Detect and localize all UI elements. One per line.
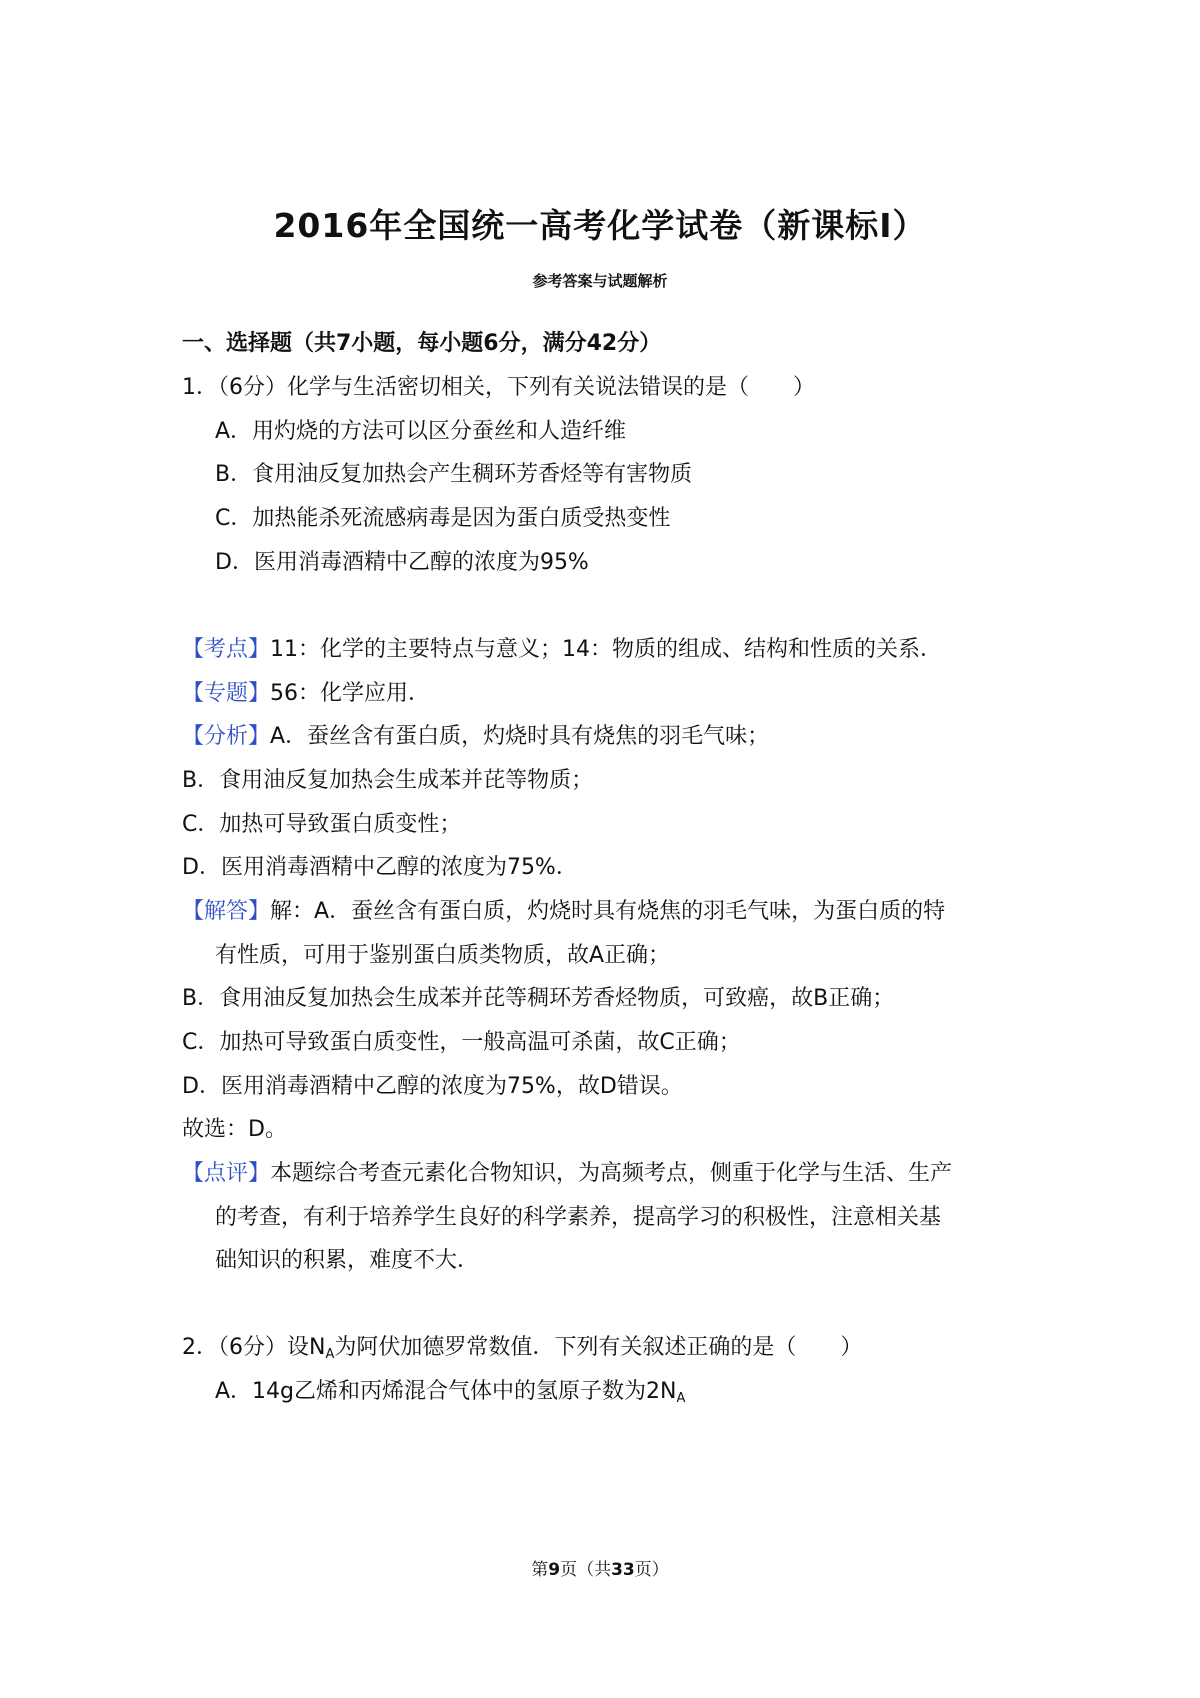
question-2-option-a-subscript: A xyxy=(676,1391,686,1406)
dianping-text-3: 础知识的积累，难度不大． xyxy=(215,1248,480,1273)
jieda-text-1: 解：A．蚕丝含有蛋白质，灼烧时具有烧焦的羽毛气味，为蛋白质的特 xyxy=(270,899,946,924)
dianping-line xyxy=(182,1159,952,1189)
section-heading: 一、选择题（共7小题，每小题6分，满分42分） xyxy=(182,331,662,356)
question-2-option-a-text: A．14g乙烯和丙烯混合气体中的氢原子数为2N xyxy=(215,1379,677,1404)
jieda-text-4: C．加热可导致蛋白质变性，一般高温可杀菌，故C正确； xyxy=(182,1030,741,1055)
jieda-text-5: D．医用消毒酒精中乙醇的浓度为75%，故D错误。 xyxy=(182,1074,683,1099)
question-2-stem-subscript: A xyxy=(325,1347,335,1362)
kaodian-text: 11：化学的主要特点与意义；14：物质的组成、结构和性质的关系． xyxy=(270,637,943,662)
zhuanti-tag: 【专题】 xyxy=(182,681,271,706)
zhuanti-line xyxy=(182,679,430,709)
footer-middle: 页（共 xyxy=(560,1560,612,1580)
footer-total-pages: 33 xyxy=(611,1560,635,1580)
question-2-stem xyxy=(182,1333,862,1370)
page-footer xyxy=(0,1555,1200,1580)
page-subtitle: 参考答案与试题解析 xyxy=(532,272,668,290)
footer-prefix: 第 xyxy=(531,1560,549,1580)
kaodian-line xyxy=(182,635,942,665)
fenxi-line xyxy=(182,722,769,752)
footer-suffix: 页） xyxy=(634,1560,669,1580)
dianping-text-1: 本题综合考查元素化合物知识，为高频考点，侧重于化学与生活、生产 xyxy=(270,1161,953,1186)
dianping-text-2: 的考查，有利于培养学生良好的科学素养，提高学习的积极性，注意相关基 xyxy=(215,1205,942,1230)
question-1-option-b: B．食用油反复加热会产生稠环芳香烃等有害物质 xyxy=(215,462,693,487)
zhuanti-text: 56：化学应用． xyxy=(270,681,431,706)
question-2-stem-prefix: 2．（6分）设N xyxy=(182,1335,326,1360)
fenxi-text-a: A．蚕丝含有蛋白质，灼烧时具有烧焦的羽毛气味； xyxy=(270,724,770,749)
question-1-option-c: C．加热能杀死流感病毒是因为蛋白质受热变性 xyxy=(215,506,671,531)
fenxi-text-b: B．食用油反复加热会生成苯并芘等物质； xyxy=(182,768,594,793)
question-2-option-a xyxy=(215,1377,685,1414)
jieda-tag: 【解答】 xyxy=(182,899,271,924)
dianping-tag: 【点评】 xyxy=(182,1161,271,1186)
jieda-text-3: B．食用油反复加热会生成苯并芘等稠环芳香烃物质，可致癌，故B正确； xyxy=(182,986,895,1011)
kaodian-tag: 【考点】 xyxy=(182,637,271,662)
question-1-option-d: D．医用消毒酒精中乙醇的浓度为95% xyxy=(215,550,589,575)
question-2-stem-suffix: 为阿伏加德罗常数值．下列有关叙述正确的是（ ） xyxy=(334,1335,863,1360)
footer-page-number: 9 xyxy=(548,1560,561,1580)
jieda-line xyxy=(182,897,945,927)
jieda-text-2: 有性质，可用于鉴别蛋白质类物质，故A正确； xyxy=(215,943,671,968)
fenxi-text-d: D．医用消毒酒精中乙醇的浓度为75%． xyxy=(182,855,578,880)
jieda-answer: 故选：D。 xyxy=(182,1117,287,1142)
question-1-option-a: A．用灼烧的方法可以区分蚕丝和人造纤维 xyxy=(215,419,627,444)
fenxi-text-c: C．加热可导致蛋白质变性； xyxy=(182,812,462,837)
page-title: 2016年全国统一高考化学试卷（新课标Ⅰ） xyxy=(273,206,927,245)
fenxi-tag: 【分析】 xyxy=(182,724,271,749)
question-1-stem: 1．（6分）化学与生活密切相关，下列有关说法错误的是（ ） xyxy=(182,375,815,400)
